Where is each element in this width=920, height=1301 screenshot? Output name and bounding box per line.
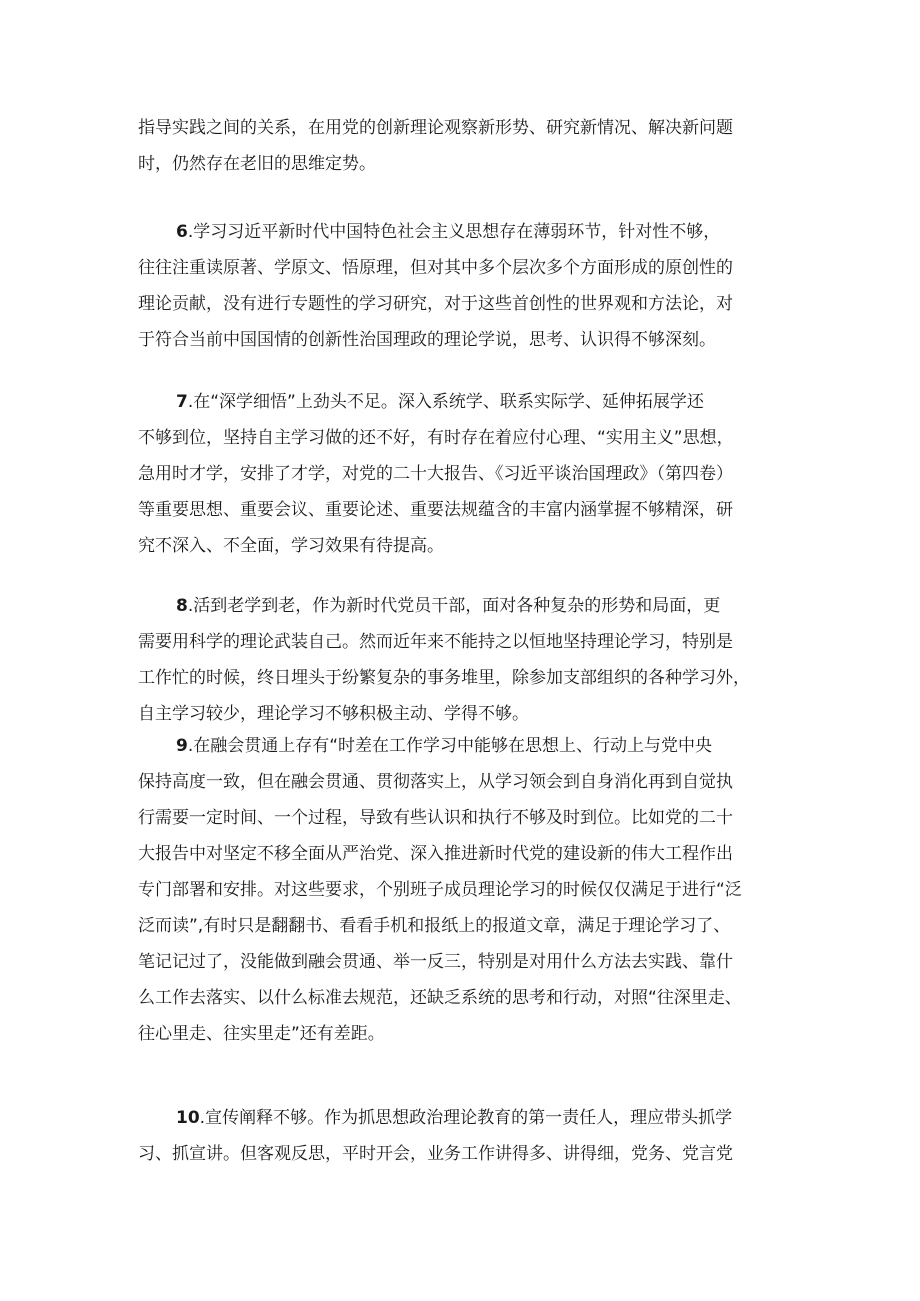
paragraph-line: 专门部署和安排。对这些要求，个别班子成员理论学习的时候仅仅满足于进行“泛 [138,880,742,900]
paragraph-line: 笔记记过了，没能做到融会贯通、举一反三，特别是对用什么方法去实践、靠什 [138,952,733,972]
paragraph-line: 行需要一定时间、一个过程，导致有些认识和执行不够及时到位。比如党的二十 [138,808,733,828]
paragraph-first-line [138,728,798,764]
paragraph-line: .活到老学到老，作为新时代党员干部，面对各种复杂的形势和局面，更 [187,596,721,616]
paragraph-line: 理论贡献，没有进行专题性的学习研究，对于这些首创性的世界观和方法论，对 [138,294,733,314]
paragraph-line: 急用时才学，安排了才学，对党的二十大报告、《习近平谈治国理政》（第四卷） [138,464,733,484]
paragraph-line: 么工作去落实、以什么标准去规范，还缺乏系统的思考和行动，对照“往深里走、 [138,988,742,1008]
paragraph-line: 工作忙的时候，终日埋头于纷繁复杂的事务堆里，除参加支部组织的各种学习外， [138,668,750,688]
paragraph-line: 需要用科学的理论武装自己。然而近年来不能持之以恒地坚持理论学习，特别是 [138,632,733,652]
paragraph-line: 往往注重读原著、学原文、悟原理，但对其中多个层次多个方面形成的原创性的 [138,258,733,278]
paragraph-item-9 [138,728,798,1052]
paragraph-line: .学习习近平新时代中国特色社会主义思想存在薄弱环节，针对性不够， [187,222,721,242]
item-number: 7 [176,392,188,412]
paragraph-line: 习、抓宣讲。但客观反思，平时开会，业务工作讲得多、讲得细，党务、党言党 [138,1144,733,1164]
paragraph-line: 保持高度一致，但在融会贯通、贯彻落实上，从学习领会到自身消化再到自觉执 [138,772,733,792]
paragraph-line: 大报告中对坚定不移全面从严治党、深入推进新时代党的建设新的伟大工程作出 [138,844,733,864]
paragraph-first-line [138,1100,798,1136]
paragraph-line: 泛而读”,有时只是翻翻书、看看手机和报纸上的报道文章，满足于理论学习了、 [138,916,731,936]
paragraph-item-8 [138,588,798,732]
paragraph-line: .在融会贯通上存有“时差在工作学习中能够在思想上、行动上与党中央 [187,736,713,756]
item-number: 8 [176,596,188,616]
paragraph-line: 不够到位，坚持自主学习做的还不好，有时存在着应付心理、“实用主义”思想， [138,428,734,448]
paragraph-first-line [138,588,798,624]
paragraph-line: 等重要思想、重要会议、重要论述、重要法规蕴含的丰富内涵掌握不够精深，研 [138,500,733,520]
paragraph-line: 指导实践之间的关系，在用党的创新理论观察新形势、研究新情况、解决新问题 [138,118,733,138]
item-number: 10 [176,1108,200,1128]
paragraph-line: 往心里走、往实里走”还有差距。 [138,1024,385,1044]
paragraph-line: .在“深学细悟”上劲头不足。深入系统学、联系实际学、延伸拓展学还 [187,392,704,412]
paragraph-item-10 [138,1100,798,1172]
paragraph-line: 于符合当前中国国情的创新性治国理政的理论学说，思考、认识得不够深刻。 [138,330,716,350]
paragraph-item-7 [138,384,798,564]
paragraph-line: 究不深入、不全面，学习效果有待提高。 [138,536,444,556]
paragraph-first-line [138,384,798,420]
paragraph-continuation [138,110,798,182]
paragraph-line: .宣传阐释不够。作为抓思想政治理论教育的第一责任人，理应带头抓学 [199,1108,733,1128]
paragraph-item-6 [138,214,798,358]
item-number: 9 [176,736,188,756]
paragraph-line: 时，仍然存在老旧的思维定势。 [138,154,376,174]
paragraph-first-line [138,214,798,250]
paragraph-line: 自主学习较少，理论学习不够积极主动、学得不够。 [138,704,529,724]
item-number: 6 [176,222,188,242]
